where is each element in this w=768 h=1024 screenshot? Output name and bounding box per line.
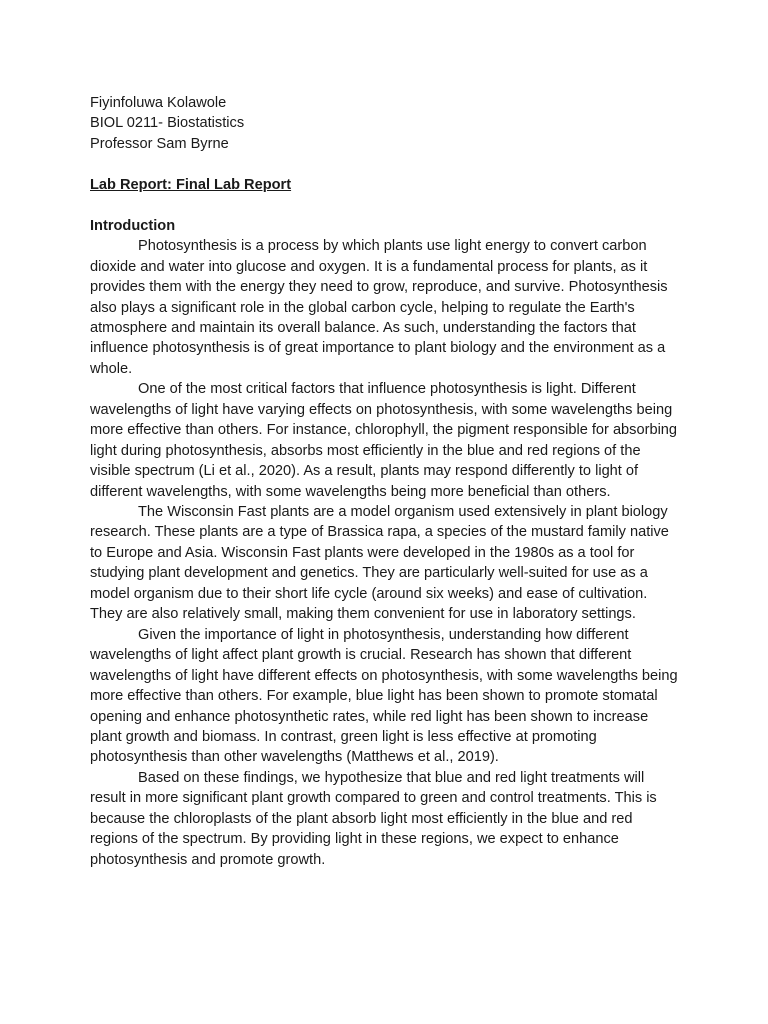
course-name: BIOL 0211- Biostatistics xyxy=(90,115,245,132)
section-heading: Introduction xyxy=(90,217,176,234)
spacer xyxy=(90,154,680,174)
professor-name: Professor Sam Byrne xyxy=(90,135,229,152)
document-page xyxy=(90,93,680,870)
spacer xyxy=(90,195,680,215)
paragraph-1: Photosynthesis is a process by which plants use light energy to convert carbon dioxide and water into glucose and oxygen. It is a fundamental process for plants, as it provides them with the energy they need to grow, reproduce, and survive. Photosynthesis also plays a significant role in the global carbon cycle, helping to regulate the Earth's atmosphere and maintain its overall balance. As such, understanding the factors that influence photosynthesis is of great importance to plant biology and the environment as a whole. xyxy=(90,238,668,377)
paragraph-5: Based on these findings, we hypothesize that blue and red light treatments will result in more significant plant growth compared to green and control treatments. This is because the chloroplasts of the plant absorb light most efficiently in the blue and red regions of the spectrum. By providing light in these regions, we expect to enhance photosynthesis and promote growth. xyxy=(90,769,657,868)
paragraph-3: The Wisconsin Fast plants are a model organism used extensively in plant biology research. These plants are a type of Brassica rapa, a species of the mustard family native to Europe and Asia. Wisconsin Fast plants were developed in the 1980s as a tool for studying plant development and genetics. They are particularly well-suited for use as a model organism due to their short life cycle (around six weeks) and ease of cultivation. They are also relatively small, making them convenient for use in laboratory settings. xyxy=(90,504,669,623)
paragraph-4: Given the importance of light in photosynthesis, understanding how different wavelengths of light affect plant growth is crucial. Research has shown that different wavelengths of light have different effects on photosynthesis, with some wavelengths being more effective than others. For example, blue light has been shown to promote stomatal opening and enhance photosynthetic rates, while red light has been shown to increase plant growth and biomass. In contrast, green light is less effective at promoting photosynthesis than other wavelengths (Matthews et al., 2019). xyxy=(90,626,678,766)
paragraph-2: One of the most critical factors that influence photosynthesis is light. Different wavelengths of light have varying effects on photosynthesis, with some wavelengths being more effective than others. For instance, chlorophyll, the pigment responsible for absorbing light during photosynthesis, absorbs most efficiently in the blue and red regions of the visible spectrum (Li et al., 2020). As a result, plants may respond differently to light of different wavelengths, with some wavelengths being more beneficial than others. xyxy=(90,381,678,500)
document-title: Lab Report: Final Lab Report xyxy=(90,176,292,193)
author-name: Fiyinfoluwa Kolawole xyxy=(90,95,227,111)
